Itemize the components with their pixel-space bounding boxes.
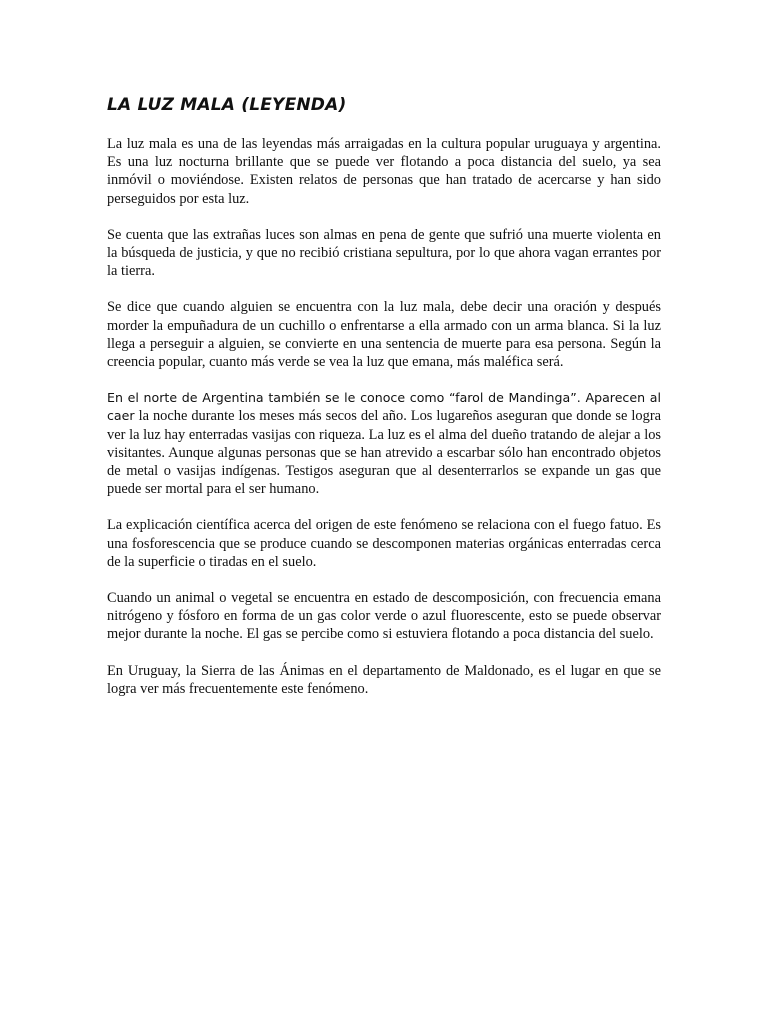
document-title: LA LUZ MALA (LEYENDA) xyxy=(107,95,347,115)
paragraph-text: En Uruguay, la Sierra de las Ánimas en el departamento de Maldonado, es el lugar en que se logra ver más frecuentemente este fenómeno. xyxy=(107,662,661,697)
paragraph-text: La explicación científica acerca del origen de este fenómeno se relaciona con el fuego fatuo. Es una fosforescencia que se produce cuando se descomponen materias orgánicas enterradas cerca de la superficie o tiradas en el suelo. xyxy=(107,517,661,570)
paragraph-lead-text: En el norte de Argentina también se le conoce como “farol de Mandinga”. Aparecen al caer xyxy=(107,390,661,424)
paragraph-text: la noche durante los meses más secos del año. Los lugareños aseguran que donde se logra ver la luz hay enterradas vasijas con riqueza. La luz es el alma del dueño tratando de alejar a los visitantes. Aunque algunas personas que se han atrevido a escarbar sólo han encontrado objetos de metal o vasijas indígenas. Testigos aseguran que al desenterrarlos se expande un gas que puede ser mortal para el ser humano. xyxy=(107,408,661,498)
paragraph-origin xyxy=(107,226,661,281)
paragraph-north-argentina xyxy=(107,389,661,498)
paragraph-scientific xyxy=(107,516,661,571)
paragraph-uruguay xyxy=(107,662,661,698)
paragraph-intro xyxy=(107,135,661,208)
paragraph-text: Se dice que cuando alguien se encuentra con la luz mala, debe decir una oración y después morder la empuñadura de un cuchillo o enfrentarse a ella armado con un arma blanca. Si la luz llega a perseguir a alguien, se convierte en una sentencia de muerte para esa persona. Según la creencia popular, cuanto más verde se vea la luz que emana, más maléfica será. xyxy=(107,299,661,371)
paragraph-text: Cuando un animal o vegetal se encuentra en estado de descomposición, con frecuencia emana nitrógeno y fósforo en forma de un gas color verde o azul fluorescente, esto se puede observar mejor durante la noche. El gas se percibe como si estuviera flotando a poca distancia del suelo. xyxy=(107,590,661,643)
paragraph-text: La luz mala es una de las leyendas más arraigadas en la cultura popular uruguaya y argentina. Es una luz nocturna brillante que se puede ver flotando a poca distancia del suelo, ya sea inmóvil o moviéndose. Existen relatos de personas que han tratado de acercarse y han sido perseguidos por esta luz. xyxy=(107,136,661,207)
paragraph-text: Se cuenta que las extrañas luces son almas en pena de gente que sufrió una muerte violenta en la búsqueda de justicia, y que no recibió cristiana sepultura, por lo que ahora vagan errantes por la tierra. xyxy=(107,226,661,280)
document-body xyxy=(107,94,661,716)
paragraph-protection xyxy=(107,298,661,371)
paragraph-decomposition xyxy=(107,589,661,644)
